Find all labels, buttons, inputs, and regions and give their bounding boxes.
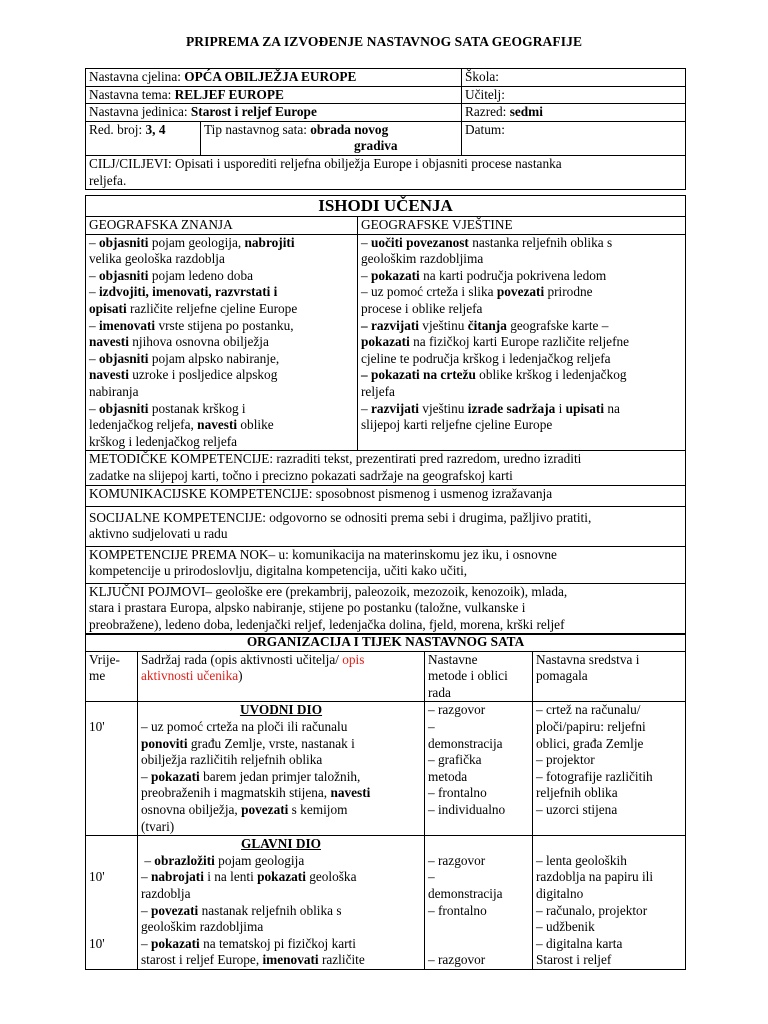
znanja-header: GEOGRAFSKA ZNANJA <box>86 217 358 235</box>
pojmovi-cell: KLJUČNI POJMOVI– geološke ere (prekambrij, paleozoik, mezozoik, kenozoik), mlada, stara i prastara Europa, alpsko nabiranje, stijene po postanku (taložne, vulkanske i preobražene), ledeno doba, ledenjački reljef, ledenjačka dolina, fjeld, morena, krški reljef <box>86 583 686 634</box>
nok-cell: KOMPETENCIJE PREMA NOK– u: komunikacija na materinskomu jez iku, i osnovne kompetencije u prirodoslovlju, digitalna kompetencija, učiti kako učiti, <box>86 546 686 583</box>
metodicke-cell: METODIČKE KOMPETENCIJE: razraditi tekst, prezentirati pred razredom, uredno izraditi zadatke na slijepoj karti, točno i precizno pokazati sadržaje na geografskoj karti <box>86 451 686 485</box>
cilj-cell: CILJ/CILJEVI: Opisati i usporediti reljefna obilježja Europe i objasniti procese nastanka reljefa. <box>86 155 686 189</box>
organizacija-table <box>85 633 686 970</box>
organizacija-heading: ORGANIZACIJA I TIJEK NASTAVNOG SATA <box>86 634 686 652</box>
datum-cell: Datum: <box>462 121 686 155</box>
col-sredstva: Nastavna sredstva i pomagala <box>533 651 686 702</box>
col-sadrzaj: Sadržaj rada (opis aktivnosti učitelja/ opis aktivnosti učenika) <box>138 651 425 702</box>
vjestine-list: – uočiti povezanost nastanka reljefnih oblika s geološkim razdobljima – pokazati na karti područja pokrivena ledom – uz pomoć crteža i slika povezati prirodne procese i oblike reljefa – razvijati vještinu čitanja geografske karte – pokazati na fizičkoj karti Europe različite reljefne cjeline te područja krškog i ledenjačkog reljefa – pokazati na crtežu oblike krškog i ledenjačkog reljefa – razvijati vještinu izrade sadržaja i upisati na slijepoj karti reljefne cjeline Europe <box>358 234 686 451</box>
uvodni-content: UVODNI DIO – uz pomoć crteža na ploči ili računalu ponoviti građu Zemlje, vrste, nastanak i obilježja različitih reljefnih oblika – pokazati barem jedan primjer taložnih, preobraženih i magmatskih stijena, navesti osnovna obilježja, povezati s kemijom (tvari) <box>138 702 425 836</box>
razred-cell: Razred: sedmi <box>462 104 686 122</box>
uvodni-metode: – razgovor – demonstracija – grafička metoda – frontalno – individualno <box>425 702 533 836</box>
glavni-sredstva: – lenta geoloških razdoblja na papiru ili digitalno – računalo, projektor – udžbenik – digitalna karta Starost i reljef <box>533 836 686 970</box>
header-table <box>85 68 686 190</box>
document-title: PRIPREMA ZA IZVOĐENJE NASTAVNOG SATA GEOGRAFIJE <box>185 34 583 49</box>
vjestine-header: GEOGRAFSKE VJEŠTINE <box>358 217 686 235</box>
uvodni-sredstva: – crtež na računalu/ ploči/papiru: reljefni oblici, građa Zemlje – projektor – fotografije različitih reljefnih oblika – uzorci stijena <box>533 702 686 836</box>
skola-cell: Škola: <box>462 69 686 87</box>
cjelina-cell: Nastavna cjelina: OPĆA OBILJEŽJA EUROPE <box>86 69 462 87</box>
glavni-time-cell: 10' 10' <box>86 836 138 970</box>
col-metode: Nastavne metode i oblici rada <box>425 651 533 702</box>
znanja-list: – objasniti pojam geologija, nabrojiti velika geološka razdoblja – objasniti pojam ledeno doba – izdvojiti, imenovati, razvrstati i opisati različite reljefne cjeline Europe – imenovati vrste stijena po postanku, navesti njihova osnovna obilježja – objasniti pojam alpsko nabiranje, navesti uzroke i posljedice alpskog nabiranja – objasniti postanak krškog i ledenjačkog reljefa, navesti oblike krškog i ledenjačkog reljefa <box>86 234 358 451</box>
ucitelj-cell: Učitelj: <box>462 86 686 104</box>
glavni-content: GLAVNI DIO – obrazložiti pojam geologija – nabrojati i na lenti pokazati geološka razdoblja – povezati nastanak reljefnih oblika s geološkim razdobljima – pokazati na tematskoj pi fizičkoj karti starost i reljef Europe, imenovati različite <box>138 836 425 970</box>
komunikacijske-cell: KOMUNIKACIJSKE KOMPETENCIJE: sposobnost pismenog i usmenog izražavanja <box>86 485 686 506</box>
uvodni-time-cell: 10' <box>86 702 138 836</box>
redbroj-cell: Red. broj: 3, 4 <box>86 121 201 155</box>
ishodi-heading: ISHODI UČENJA <box>86 196 686 217</box>
glavni-metode: – razgovor – demonstracija – frontalno – razgovor <box>425 836 533 970</box>
col-vrijeme: Vrije- me <box>86 651 138 702</box>
tema-cell: Nastavna tema: RELJEF EUROPE <box>86 86 462 104</box>
socijalne-cell: SOCIJALNE KOMPETENCIJE: odgovorno se odnositi prema sebi i drugima, pažljivo pratiti, aktivno sudjelovati u radu <box>86 506 686 546</box>
jedinica-cell: Nastavna jedinica: Starost i reljef Europe <box>86 104 462 122</box>
tip-cell: Tip nastavnog sata: obrada novog gradiva <box>201 121 462 155</box>
ishodi-table <box>85 195 686 635</box>
